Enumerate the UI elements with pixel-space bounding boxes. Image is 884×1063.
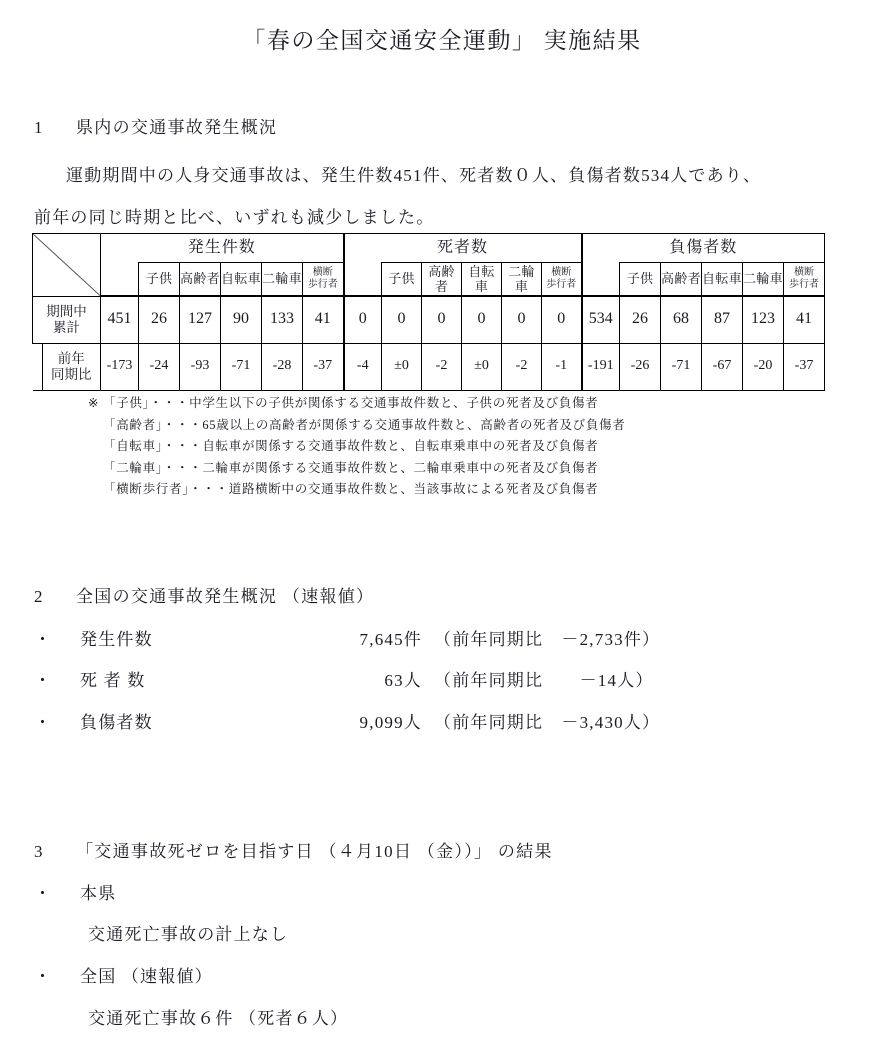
cell-cumulative-occurrences-child: 26 <box>139 296 180 343</box>
cell-cumulative-injuries-child: 26 <box>620 296 661 343</box>
item-comparison: （前年同期比 －2,733件） <box>434 630 661 649</box>
cell-yoy-injuries-total: -191 <box>582 343 620 390</box>
bullet-icon: ・ <box>34 713 53 732</box>
section-2-item-injuries <box>34 708 660 733</box>
cell-cumulative-injuries-total: 534 <box>582 296 620 343</box>
cell-yoy-deaths-elderly: -2 <box>422 343 462 390</box>
item-comparison: （前年同期比 －14人） <box>434 671 654 690</box>
bullet-icon: ・ <box>34 671 53 690</box>
cell-yoy-deaths-motorcycle: -2 <box>502 343 542 390</box>
cell-yoy-occurrences-bicycle: -71 <box>221 343 262 390</box>
cell-cumulative-injuries-bicycle: 87 <box>702 296 743 343</box>
item-value: 7,645件 <box>359 630 422 649</box>
cell-cumulative-occurrences-bicycle: 90 <box>221 296 262 343</box>
section-1-heading <box>34 113 277 138</box>
subheader-deaths-bicycle: 自転車 <box>462 263 502 297</box>
crosswalk-label-line-2: 歩行者 <box>307 279 338 290</box>
item-value: 9,099人 <box>359 713 422 732</box>
section-3-item-prefecture <box>34 879 116 904</box>
subheader-occurrences-elderly: 高齢者 <box>180 263 221 297</box>
subheader-deaths-elderly: 高齢者 <box>422 263 462 297</box>
cell-yoy-occurrences-elderly: -93 <box>180 343 221 390</box>
accident-statistics-table <box>32 233 825 391</box>
table-row <box>33 296 825 343</box>
section-3-item-national <box>34 962 213 987</box>
footnote-line <box>88 458 625 480</box>
table-header-sub-row <box>33 263 825 297</box>
item-label: 負傷者数 <box>80 713 153 732</box>
footnote-text: 「横断歩行者」・・・道路横断中の交通事故件数と、当該事故による死者及び負傷者 <box>103 482 599 496</box>
cell-cumulative-deaths-child: 0 <box>382 296 422 343</box>
cell-yoy-deaths-bicycle: ±0 <box>462 343 502 390</box>
footnote-text: 「子供」・・・中学生以下の子供が関係する交通事故件数と、子供の死者及び負傷者 <box>103 396 599 410</box>
row-label-year-over-year <box>33 343 101 390</box>
section-3-heading <box>34 837 553 862</box>
section-3-title: 「交通事故死ゼロを目指す日 （４月10日 （金））」 の結果 <box>76 842 553 861</box>
footnote-text: 「二輪車」・・・二輪車が関係する交通事故件数と、二輪車乗車中の死者及び負傷者 <box>103 460 599 475</box>
item-value: 63人 <box>384 671 422 690</box>
section-1-title: 県内の交通事故発生概況 <box>76 118 278 137</box>
cell-yoy-injuries-crosswalk: -37 <box>784 343 825 390</box>
cell-cumulative-injuries-crosswalk: 41 <box>784 296 825 343</box>
cell-cumulative-occurrences-motorcycle: 133 <box>262 296 303 343</box>
section-3-detail-national: 交通死亡事故６件 （死者６人） <box>88 1009 349 1028</box>
item-comparison: （前年同期比 －3,430人） <box>434 713 661 732</box>
bullet-icon: ・ <box>34 967 53 986</box>
cell-yoy-injuries-bicycle: -67 <box>702 343 743 390</box>
crosswalk-label-line-1: 横断 <box>551 267 572 279</box>
table-row <box>33 343 825 390</box>
subheader-injuries-crosswalk <box>784 263 825 297</box>
section-3-number: 3 <box>34 842 44 861</box>
cell-yoy-deaths-crosswalk: -1 <box>542 343 582 390</box>
cell-yoy-injuries-child: -26 <box>620 343 661 390</box>
group-header-injuries: 負傷者数 <box>582 234 825 263</box>
crosswalk-label-line-2: 歩行者 <box>789 279 819 290</box>
row-label-line-1: 期間中 <box>46 303 87 319</box>
cell-yoy-injuries-motorcycle: -20 <box>743 343 784 390</box>
cell-cumulative-deaths-bicycle: 0 <box>462 296 502 343</box>
group-header-deaths: 死者数 <box>344 234 582 263</box>
cell-cumulative-injuries-motorcycle: 123 <box>743 296 784 343</box>
crosswalk-label-line-1: 横断 <box>312 267 333 279</box>
item-label: 発生件数 <box>80 630 153 649</box>
cell-cumulative-occurrences-total: 451 <box>101 296 139 343</box>
cell-cumulative-deaths-total: 0 <box>344 296 382 343</box>
corner-diagonal-cell <box>33 234 101 297</box>
subheader-injuries-bicycle: 自転車 <box>702 263 743 297</box>
item-label: 全国 （速報値） <box>80 967 213 986</box>
footnote-mark: ※ <box>88 396 100 410</box>
bullet-icon: ・ <box>34 884 53 903</box>
cell-cumulative-occurrences-crosswalk: 41 <box>303 296 344 343</box>
section-2-item-occurrences <box>34 625 660 650</box>
section-1-number: 1 <box>34 118 44 137</box>
subheader-injuries-motorcycle: 二輪車 <box>743 263 784 297</box>
cell-yoy-occurrences-child: -24 <box>139 343 180 390</box>
subheader-injuries-total-blank <box>582 263 620 297</box>
cell-yoy-occurrences-motorcycle: -28 <box>262 343 303 390</box>
cell-cumulative-deaths-elderly: 0 <box>422 296 462 343</box>
section-2-heading <box>34 582 374 607</box>
section-1-paragraph-line-1: 運動期間中の人身交通事故は、発生件数451件、死者数０人、負傷者数534人であり、 <box>66 166 762 185</box>
cell-yoy-deaths-child: ±0 <box>382 343 422 390</box>
row-label-line-1: 前年 <box>57 350 85 366</box>
footnote-text: 「高齢者」・・・65歳以上の高齢者が関係する交通事故件数と、高齢者の死者及び負傷者 <box>103 417 626 432</box>
subheader-injuries-child: 子供 <box>620 263 661 297</box>
row-label-line-2: 累計 <box>53 319 80 335</box>
cell-yoy-occurrences-crosswalk: -37 <box>303 343 344 390</box>
section-1-paragraph-line-2: 前年の同じ時期と比べ、いずれも減少しました。 <box>34 208 435 227</box>
footnote-line <box>88 479 625 501</box>
crosswalk-label-line-2: 歩行者 <box>546 279 577 290</box>
cell-cumulative-deaths-motorcycle: 0 <box>502 296 542 343</box>
section-2-item-deaths <box>34 666 654 691</box>
subheader-injuries-elderly: 高齢者 <box>661 263 702 297</box>
table-footnotes <box>88 393 625 501</box>
crosswalk-label-line-1: 横断 <box>794 267 814 279</box>
subheader-deaths-total-blank <box>344 263 382 297</box>
page-title: 「春の全国交通安全運動」 実施結果 <box>242 28 642 53</box>
cell-yoy-injuries-elderly: -71 <box>661 343 702 390</box>
section-2-number: 2 <box>34 587 44 606</box>
subheader-occurrences-motorcycle: 二輪車 <box>262 263 303 297</box>
subheader-occurrences-bicycle: 自転車 <box>221 263 262 297</box>
item-label: 本県 <box>80 884 117 903</box>
cell-cumulative-injuries-elderly: 68 <box>661 296 702 343</box>
accident-statistics-table-wrapper <box>32 233 825 391</box>
row-label-inner <box>42 344 101 390</box>
subheader-occurrences-total-blank <box>101 263 139 297</box>
cell-cumulative-deaths-crosswalk: 0 <box>542 296 582 343</box>
subheader-deaths-child: 子供 <box>382 263 422 297</box>
group-header-occurrences: 発生件数 <box>101 234 344 263</box>
section-2-title: 全国の交通事故発生概況 （速報値） <box>76 587 375 606</box>
cell-yoy-occurrences-total: -173 <box>101 343 139 390</box>
section-3-detail-prefecture: 交通死亡事故の計上なし <box>88 925 289 944</box>
bullet-icon: ・ <box>34 630 53 649</box>
footnote-line <box>88 393 625 415</box>
row-label-cumulative <box>33 296 101 343</box>
item-label: 死 者 数 <box>80 671 146 690</box>
subheader-occurrences-child: 子供 <box>139 263 180 297</box>
footnote-line <box>88 436 625 458</box>
row-label-line-2: 同期比 <box>51 366 92 382</box>
diagonal-slash-icon <box>33 234 100 296</box>
subheader-deaths-crosswalk <box>542 263 582 297</box>
subheader-deaths-motorcycle: 二輪車 <box>502 263 542 297</box>
cell-cumulative-occurrences-elderly: 127 <box>180 296 221 343</box>
footnote-text: 「自転車」・・・自転車が関係する交通事故件数と、自転車乗車中の死者及び負傷者 <box>103 439 599 453</box>
footnote-line <box>88 415 625 437</box>
cell-yoy-deaths-total: -4 <box>344 343 382 390</box>
subheader-occurrences-crosswalk <box>303 263 344 297</box>
table-header-group-row <box>33 234 825 263</box>
